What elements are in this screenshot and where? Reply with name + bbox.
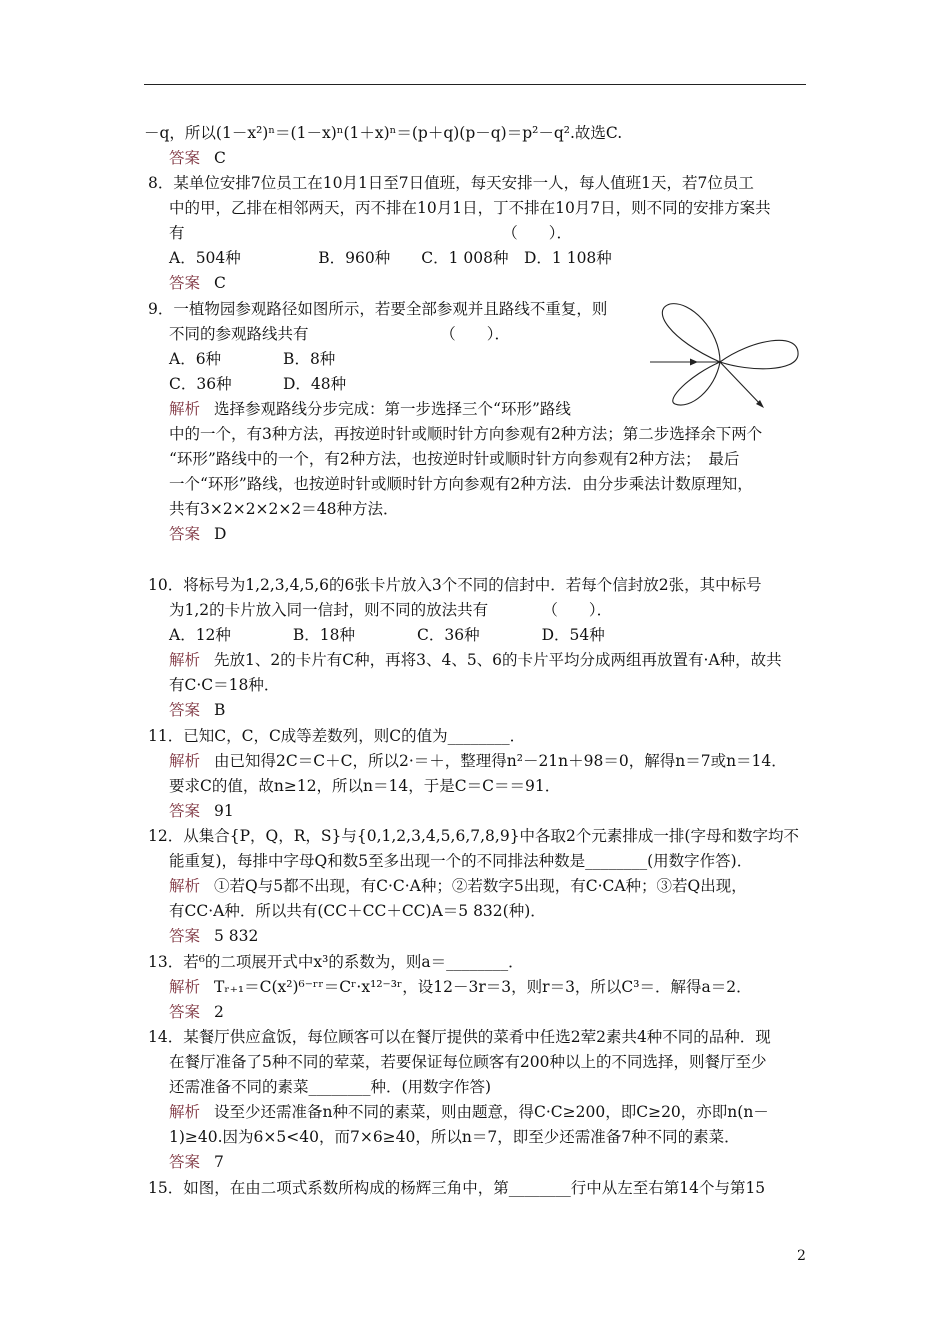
q10-answer: 答案 B [169,701,226,719]
answer-label: 答案 [169,802,201,820]
q12-stem-1: 12．从集合{P，Q，R，S}与{0,1,2,3,4,5,6,7,8,9}中各取2个元素排成一排(字母和数字均不 [148,827,799,845]
q9-analysis-1: 解析 选择参观路线分步完成：第一步选择三个“环形”路线 [169,400,571,418]
q9-answer: 答案 D [169,525,227,543]
header-rule [144,84,806,85]
q8-stem-1: 8．某单位安排7位员工在10月1日至7日值班，每天安排一人，每人值班1天，若7位员工 [148,174,754,192]
q8-stem-3: 有 （ ）． [169,224,573,242]
q8-answer: 答案 C [169,274,226,292]
q12-answer: 答案 5 832 [169,927,259,945]
q11-answer: 答案 91 [169,802,234,820]
q7-answer: 答案 C [169,149,226,167]
q13-stem: 13．若⁶的二项展开式中x³的系数为，则a＝________． [148,953,524,971]
analysis-label: 解析 [169,877,201,895]
q14-analysis-2: 1)≥40.因为6×5<40，而7×6≥40，所以n＝7，即至少还需准备7种不同的素菜． [169,1128,740,1146]
answer-label: 答案 [169,149,201,167]
answer-label: 答案 [169,701,201,719]
q14-stem-1: 14．某餐厅供应盒饭，每位顾客可以在餐厅提供的菜肴中任选2荤2素共4种不同的品种．现 [148,1028,771,1046]
q14-analysis-1: 解析 设至少还需准备n种不同的素菜，则由题意，得C·C≥200，即C≥20，亦即n(n－ [169,1103,769,1121]
q11-analysis-1: 解析 由已知得2C＝C＋C，所以2·＝＋，整理得n²－21n＋98＝0，解得n＝7或n＝14． [169,752,787,770]
q11-stem: 11．已知C，C，C成等差数列，则C的值为________． [148,727,526,745]
q12-analysis-1: 解析 ①若Q与5都不出现，有C·C·A种；②若数字5出现，有C·CA种；③若Q出现， [169,877,747,895]
answer-label: 答案 [169,927,201,945]
answer-label: 答案 [169,525,201,543]
analysis-label: 解析 [169,978,201,996]
q9-stem-2: 不同的参观路线共有 （ ）． [169,325,511,343]
q9-analysis-4: 一个“环形”路线，也按逆时针或顺时针方向参观有2种方法．由分步乘法计数原理知， [169,475,753,493]
q15-stem: 15．如图，在由二项式系数所构成的杨辉三角中，第________行中从左至右第14个与第15 [148,1179,766,1197]
q9-analysis-3: “环形”路线中的一个，有2种方法，也按逆时针或顺时针方向参观有2种方法； 最后 [169,450,740,468]
q8-options: A．504种 B．960种 C．1 008种 D．1 108种 [169,249,612,267]
q12-analysis-2: 有CC·A种．所以共有(CC＋CC＋CC)A＝5 832(种)． [169,902,546,920]
q7-solution-tail: －q，所以(1－x²)ⁿ＝(1－x)ⁿ(1＋x)ⁿ＝(p＋q)(p－q)＝p²－q².故选C. [144,124,623,142]
page-number: 2 [797,1248,806,1264]
q12-stem-2: 能重复)，每排中字母Q和数5至多出现一个的不同排法种数是________(用数字作答)． [169,852,753,870]
q14-answer: 答案 7 [169,1153,224,1171]
analysis-label: 解析 [169,400,201,418]
answer-label: 答案 [169,274,201,292]
analysis-label: 解析 [169,651,201,669]
q14-stem-3: 还需准备不同的素菜________种．(用数字作答) [169,1078,492,1096]
answer-label: 答案 [169,1153,201,1171]
q13-answer: 答案 2 [169,1003,224,1021]
q10-options: A．12种 B．18种 C．36种 D．54种 [169,626,605,644]
q9-analysis-5: 共有3×2×2×2×2＝48种方法． [169,500,399,518]
analysis-label: 解析 [169,752,201,770]
q10-analysis-1: 解析 先放1、2的卡片有C种，再将3、4、5、6的卡片平均分成两组再放置有·A种，故共 [169,651,782,669]
analysis-label: 解析 [169,1103,201,1121]
q9-analysis-2: 中的一个，有3种方法，再按逆时针或顺时针方向参观有2种方法；第二步选择余下两个 [169,425,763,443]
q10-analysis-2: 有C·C＝18种． [169,676,280,694]
q9-stem-1: 9．一植物园参观路径如图所示，若要全部参观并且路线不重复，则 [148,300,608,318]
q10-stem-2: 为1,2的卡片放入同一信封，则不同的放法共有 （ ）． [169,601,613,619]
q14-stem-2: 在餐厅准备了5种不同的荤菜，若要保证每位顾客有200种以上的不同选择，则餐厅至少 [169,1053,767,1071]
q13-analysis: 解析 Tᵣ₊₁＝C(x²)⁶⁻ʳʳ＝Cʳ·x¹²⁻³ʳ，设12－3r＝3，则r＝3，所以C³＝．解得a＝2． [169,978,752,996]
flower-path-diagram [650,300,800,410]
q9-options-2: C．36种 D．48种 [169,375,347,393]
answer-label: 答案 [169,1003,201,1021]
q11-analysis-2: 要求C的值，故n≥12，所以n＝14，于是C＝C＝＝91． [169,777,561,795]
q8-stem-2: 中的甲，乙排在相邻两天，丙不排在10月1日，丁不排在10月7日，则不同的安排方案共 [169,199,771,217]
q9-options-1: A．6种 B．8种 [169,350,336,368]
q10-stem-1: 10．将标号为1,2,3,4,5,6的6张卡片放入3个不同的信封中．若每个信封放2张，其中标号 [148,576,762,594]
